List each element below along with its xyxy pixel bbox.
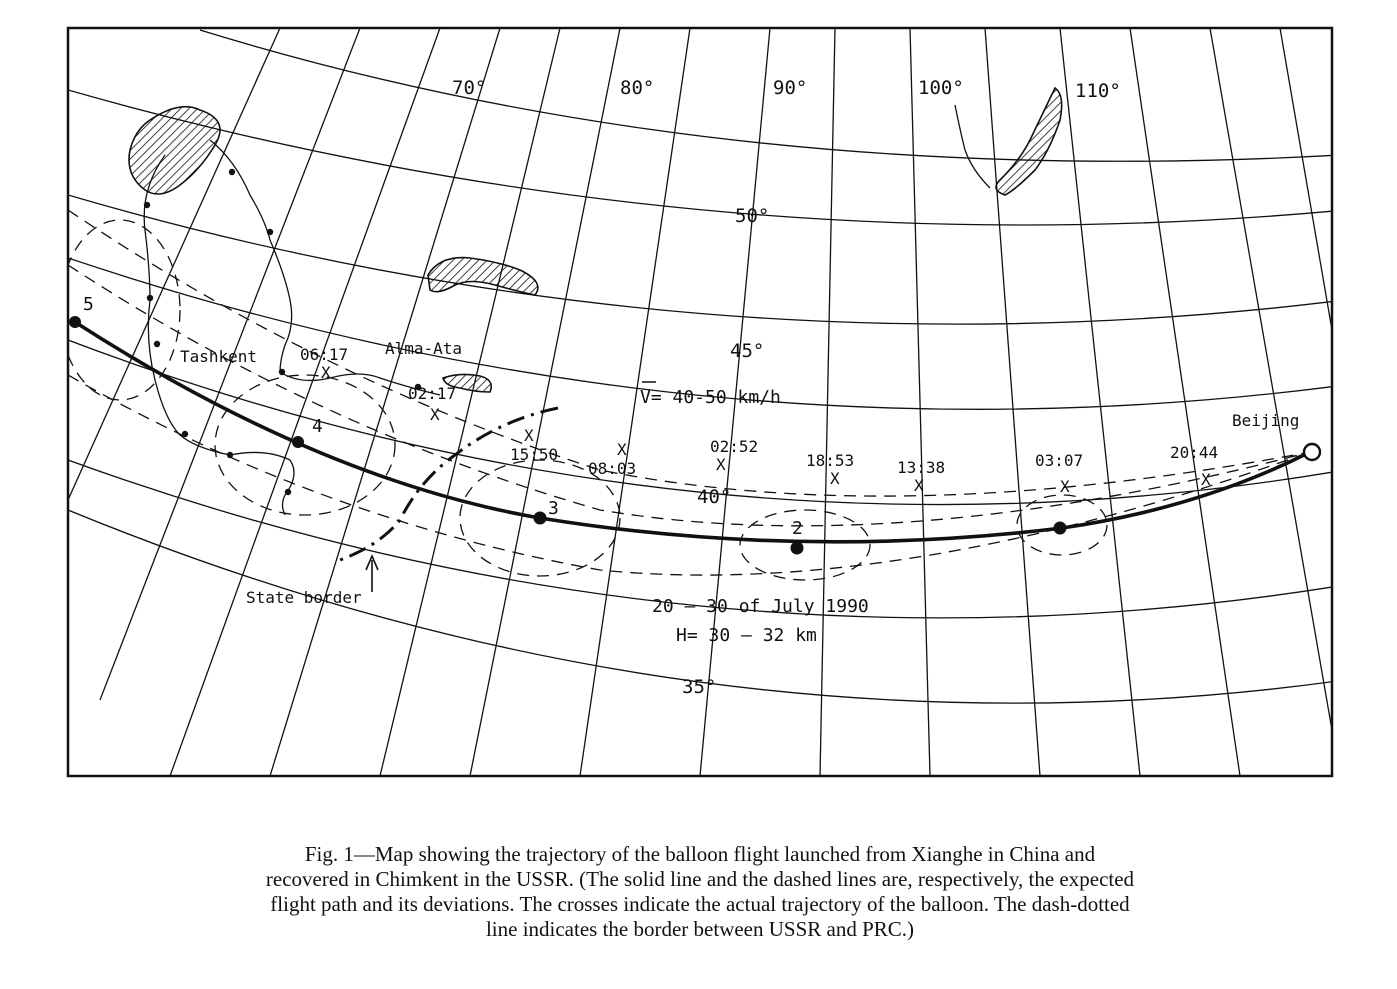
cross-time-label: 06:17 <box>300 345 349 364</box>
cross-mark: X <box>617 440 627 459</box>
river-dots <box>144 169 421 495</box>
tashkent-label: Tashkent <box>180 347 258 366</box>
cross-mark: X <box>1060 477 1070 496</box>
caption-line-3: flight path and its deviations. The crosses indicate the actual trajectory of the balloon. The dash-dotted <box>270 892 1130 916</box>
figure-caption <box>150 842 1250 942</box>
latitude-45-label: 45° <box>730 340 765 362</box>
cross-1853 <box>806 451 854 488</box>
latitude-40-label: 40° <box>697 486 732 508</box>
latitude-35-label: 35° <box>682 676 717 698</box>
longitude-80-label: 80° <box>620 77 655 99</box>
cross-mark: X <box>524 426 534 445</box>
river-near-baikal <box>955 105 990 188</box>
expected-flight-path <box>75 322 1310 542</box>
cross-time-label: 02:52 <box>710 437 759 456</box>
point-1 <box>1054 522 1067 535</box>
caption-line-1: Fig. 1—Map showing the trajectory of the balloon flight launched from Xianghe in China and <box>304 842 1096 866</box>
longitude-90-label: 90° <box>773 77 808 99</box>
cross-time-label: 03:07 <box>1035 451 1084 470</box>
cross-1338 <box>897 458 945 495</box>
beijing-start <box>1304 444 1320 460</box>
cross-time-label: 20:44 <box>1170 443 1219 462</box>
cross-0252 <box>710 437 758 474</box>
speed-label: V= 40-50 km/h <box>640 387 781 408</box>
longitude-110-label: 110° <box>1075 80 1121 102</box>
river-west <box>144 155 294 515</box>
latitude-50-label: 50° <box>735 205 770 227</box>
cross-mark: X <box>716 455 726 474</box>
point-4 <box>292 416 323 448</box>
point-5-label: 5 <box>83 294 94 315</box>
cross-time-label: 08:03 <box>588 459 637 478</box>
cross-0617 <box>300 345 348 382</box>
cross-mark: X <box>430 405 440 424</box>
cross-mark: X <box>321 363 331 382</box>
longitude-100-label: 100° <box>918 77 964 99</box>
point-2 <box>791 518 804 555</box>
caption-line-2: recovered in Chimkent in the USSR. (The solid line and the dashed lines are, respectively, the expected <box>265 867 1135 891</box>
cross-time-label: 15:50 <box>510 445 559 464</box>
point-3-label: 3 <box>548 498 559 519</box>
date-range-label: 20 – 30 of July 1990 <box>652 596 869 617</box>
state-border-label: State border <box>246 588 362 607</box>
cross-0307 <box>1035 451 1083 496</box>
baikal-lake-shape <box>996 88 1062 195</box>
point-5 <box>69 294 94 328</box>
caption-line-4: line indicates the border between USSR and PRC.) <box>485 917 915 941</box>
balkhash-lake-shape <box>428 258 538 295</box>
cross-mark: X <box>914 476 924 495</box>
altitude-label: H= 30 – 32 km <box>676 625 817 646</box>
state-border-arrow <box>366 556 378 592</box>
aral-sea-shape <box>129 107 220 194</box>
cross-mark: X <box>1201 470 1211 489</box>
longitude-70-label: 70° <box>452 77 487 99</box>
cross-time-label: 13:38 <box>897 458 946 477</box>
cross-0217 <box>408 384 456 424</box>
cross-1550 <box>510 426 558 464</box>
cross-mark: X <box>830 469 840 488</box>
point-4-label: 4 <box>312 416 323 437</box>
beijing-label: Beijing <box>1232 411 1300 430</box>
cross-time-label: 02:17 <box>408 384 457 403</box>
cross-time-label: 18:53 <box>806 451 855 470</box>
alma-ata-label: Alma-Ata <box>385 339 463 358</box>
point-2-label: 2 <box>792 518 803 539</box>
